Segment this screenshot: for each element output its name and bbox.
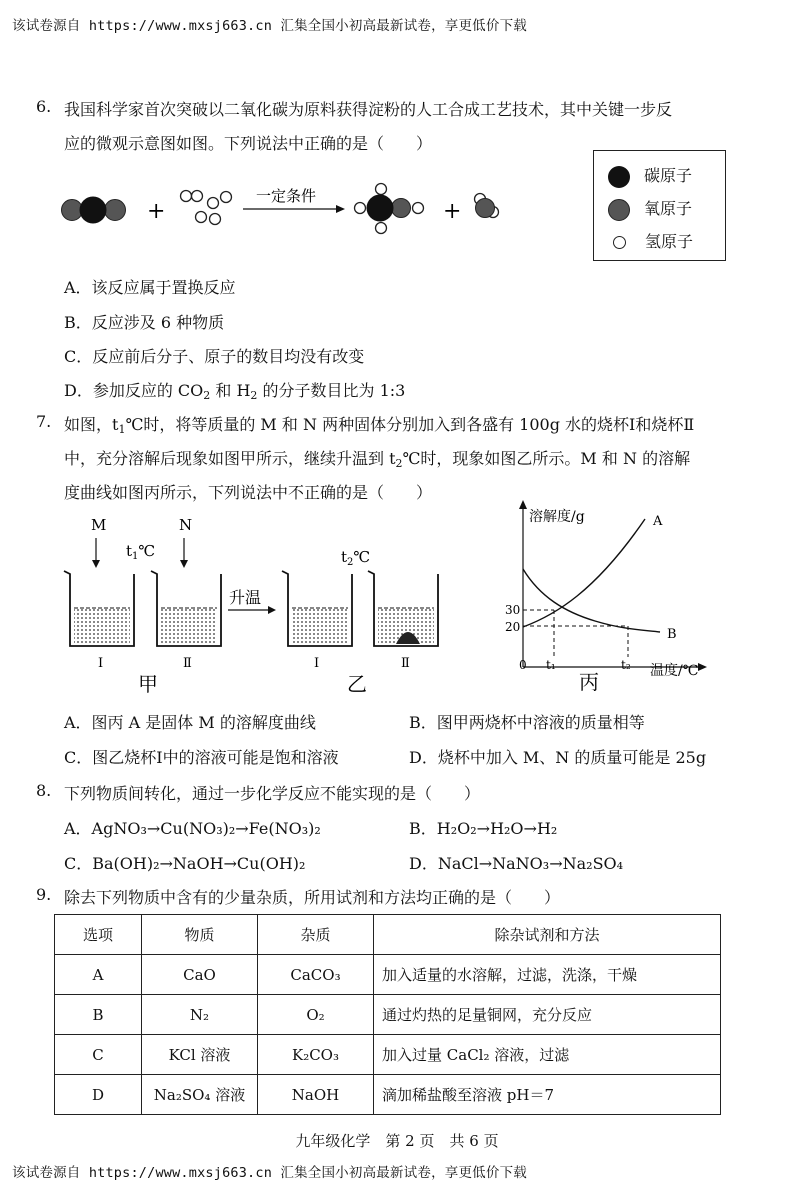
beaker-yi-2 <box>368 571 438 646</box>
x-tick-t2: t₂ <box>621 658 631 672</box>
h2o-molecule <box>475 194 499 218</box>
series-b-label: B <box>667 627 677 642</box>
label-n: N <box>179 516 193 534</box>
q6-reaction-diagram <box>40 170 560 250</box>
header-impurity: 杂质 <box>258 915 374 955</box>
label-t1: $t_1℃$ <box>126 542 156 562</box>
heat-label: 升温 <box>229 588 262 607</box>
hydrogen-atom-icon <box>613 236 626 249</box>
co2-molecule <box>62 197 126 224</box>
ch3oh-molecule <box>355 184 424 234</box>
q7-number: 7. <box>36 412 52 431</box>
q8-option-d: D．NaCl→NaNO₃→Na₂SO₄ <box>409 854 624 873</box>
watermark-bottom: 该试卷源自 https://www.mxsj663.cn 汇集全国小初高最新试卷，享更低价下载 <box>12 1165 527 1181</box>
reaction-condition: 一定条件 <box>256 187 317 205</box>
plus-sign-1: + <box>147 199 166 224</box>
beaker-label-i-yi: Ⅰ <box>314 656 320 671</box>
q7-stem-line2: 中，充分溶解后现象如图甲所示，继续升温到 $t_2℃$时，现象如图乙所示。M 和 N 的溶解 <box>64 449 691 470</box>
table-row: B N₂ O₂ 通过灼热的足量铜网，充分反应 <box>55 995 721 1035</box>
y-tick-20: 20 <box>505 620 521 634</box>
q6-option-a: A．该反应属于置换反应 <box>64 278 236 297</box>
q7-stem-line1: 如图，$t_1℃$时，将等质量的 M 和 N 两种固体分别加入到各盛有 100g 水的烧杯Ⅰ和烧杯Ⅱ <box>64 415 695 436</box>
page-footer: 九年级化学 第 2 页 共 6 页 <box>295 1132 499 1150</box>
q7-option-c: C．图乙烧杯Ⅰ中的溶液可能是饱和溶液 <box>64 748 339 767</box>
q8-number: 8. <box>36 781 52 800</box>
caption-yi: 乙 <box>347 672 367 696</box>
table-row: C KCl 溶液 K₂CO₃ 加入过量 CaCl₂ 溶液，过滤 <box>55 1035 721 1075</box>
x-axis-label: 温度/℃ <box>650 663 699 679</box>
q8-stem: 下列物质间转化，通过一步化学反应不能实现的是（ ） <box>64 784 481 803</box>
series-a-label: A <box>653 514 663 529</box>
q8-option-c: C．Ba(OH)₂→NaOH→Cu(OH)₂ <box>64 854 306 873</box>
h2-molecules <box>181 191 232 225</box>
caption-jia: 甲 <box>138 672 158 696</box>
table-row: A CaO CaCO₃ 加入适量的水溶解，过滤，洗涤，干燥 <box>55 955 721 995</box>
x-tick-t1: t₁ <box>546 658 556 672</box>
q6-stem-line2: 应的微观示意图如图。下列说法中正确的是（ ） <box>64 134 433 153</box>
q6-number: 6. <box>36 97 52 116</box>
q8-option-a: A．AgNO₃→Cu(NO₃)₂→Fe(NO₃)₂ <box>64 819 321 838</box>
q6-stem-line1: 我国科学家首次突破以二氧化碳为原料获得淀粉的人工合成工艺技术，其中关键一步反 <box>64 100 673 119</box>
beaker-label-ii-jia: Ⅱ <box>183 656 192 671</box>
q7-beakers-figure <box>56 508 456 698</box>
beaker-yi-1 <box>282 571 352 646</box>
q9-stem: 除去下列物质中含有的少量杂质，所用试剂和方法均正确的是（ ） <box>64 888 561 907</box>
beaker-jia-2 <box>151 571 221 646</box>
atom-legend <box>593 150 726 261</box>
beaker-label-ii-yi: Ⅱ <box>401 656 410 671</box>
header-substance: 物质 <box>142 915 258 955</box>
series-b-curve <box>523 569 660 632</box>
q8-option-b: B．H₂O₂→H₂O→H₂ <box>409 819 558 838</box>
header-method: 除杂试剂和方法 <box>374 915 721 955</box>
x-tick-0: 0 <box>519 658 527 672</box>
table-header-row <box>55 915 721 955</box>
q9-number: 9. <box>36 885 52 904</box>
legend-oxygen: 氧原子 <box>608 196 692 221</box>
oxygen-atom-icon <box>608 199 630 221</box>
beaker-label-i-jia: Ⅰ <box>98 656 104 671</box>
q6-option-c: C．反应前后分子、原子的数目均没有改变 <box>64 347 365 366</box>
q9-table <box>54 914 721 1115</box>
series-a-curve <box>523 519 645 627</box>
q7-stem-line3: 度曲线如图丙所示，下列说法中不正确的是（ ） <box>64 483 433 502</box>
q6-option-b: B．反应涉及 6 种物质 <box>64 313 225 332</box>
label-t2: $t_2℃$ <box>341 548 371 568</box>
beaker-jia-1 <box>64 571 134 646</box>
label-m: M <box>91 516 107 534</box>
watermark-top: 该试卷源自 https://www.mxsj663.cn 汇集全国小初高最新试卷，享更低价下载 <box>12 18 527 34</box>
legend-carbon: 碳原子 <box>608 163 692 188</box>
legend-hydrogen: 氢原子 <box>608 229 693 252</box>
carbon-atom-icon <box>608 166 630 188</box>
q7-option-d: D．烧杯中加入 M、N 的质量可能是 25g <box>409 748 707 767</box>
q7-solubility-chart <box>495 497 720 697</box>
plus-sign-2: + <box>443 199 462 224</box>
header-option: 选项 <box>55 915 142 955</box>
reaction-arrowhead <box>336 205 345 213</box>
table-row: D Na₂SO₄ 溶液 NaOH 滴加稀盐酸至溶液 pH＝7 <box>55 1075 721 1115</box>
q6-option-d: D．参加反应的 $CO_2$ 和 $H_2$ 的分子数目比为 1:3 <box>64 381 406 402</box>
q7-option-b: B．图甲两烧杯中溶液的质量相等 <box>409 713 645 732</box>
y-axis-label: 溶解度/g <box>529 509 585 525</box>
q7-option-a: A．图丙 A 是固体 M 的溶解度曲线 <box>64 713 316 732</box>
y-tick-30: 30 <box>505 603 521 617</box>
caption-bing: 丙 <box>579 670 599 694</box>
